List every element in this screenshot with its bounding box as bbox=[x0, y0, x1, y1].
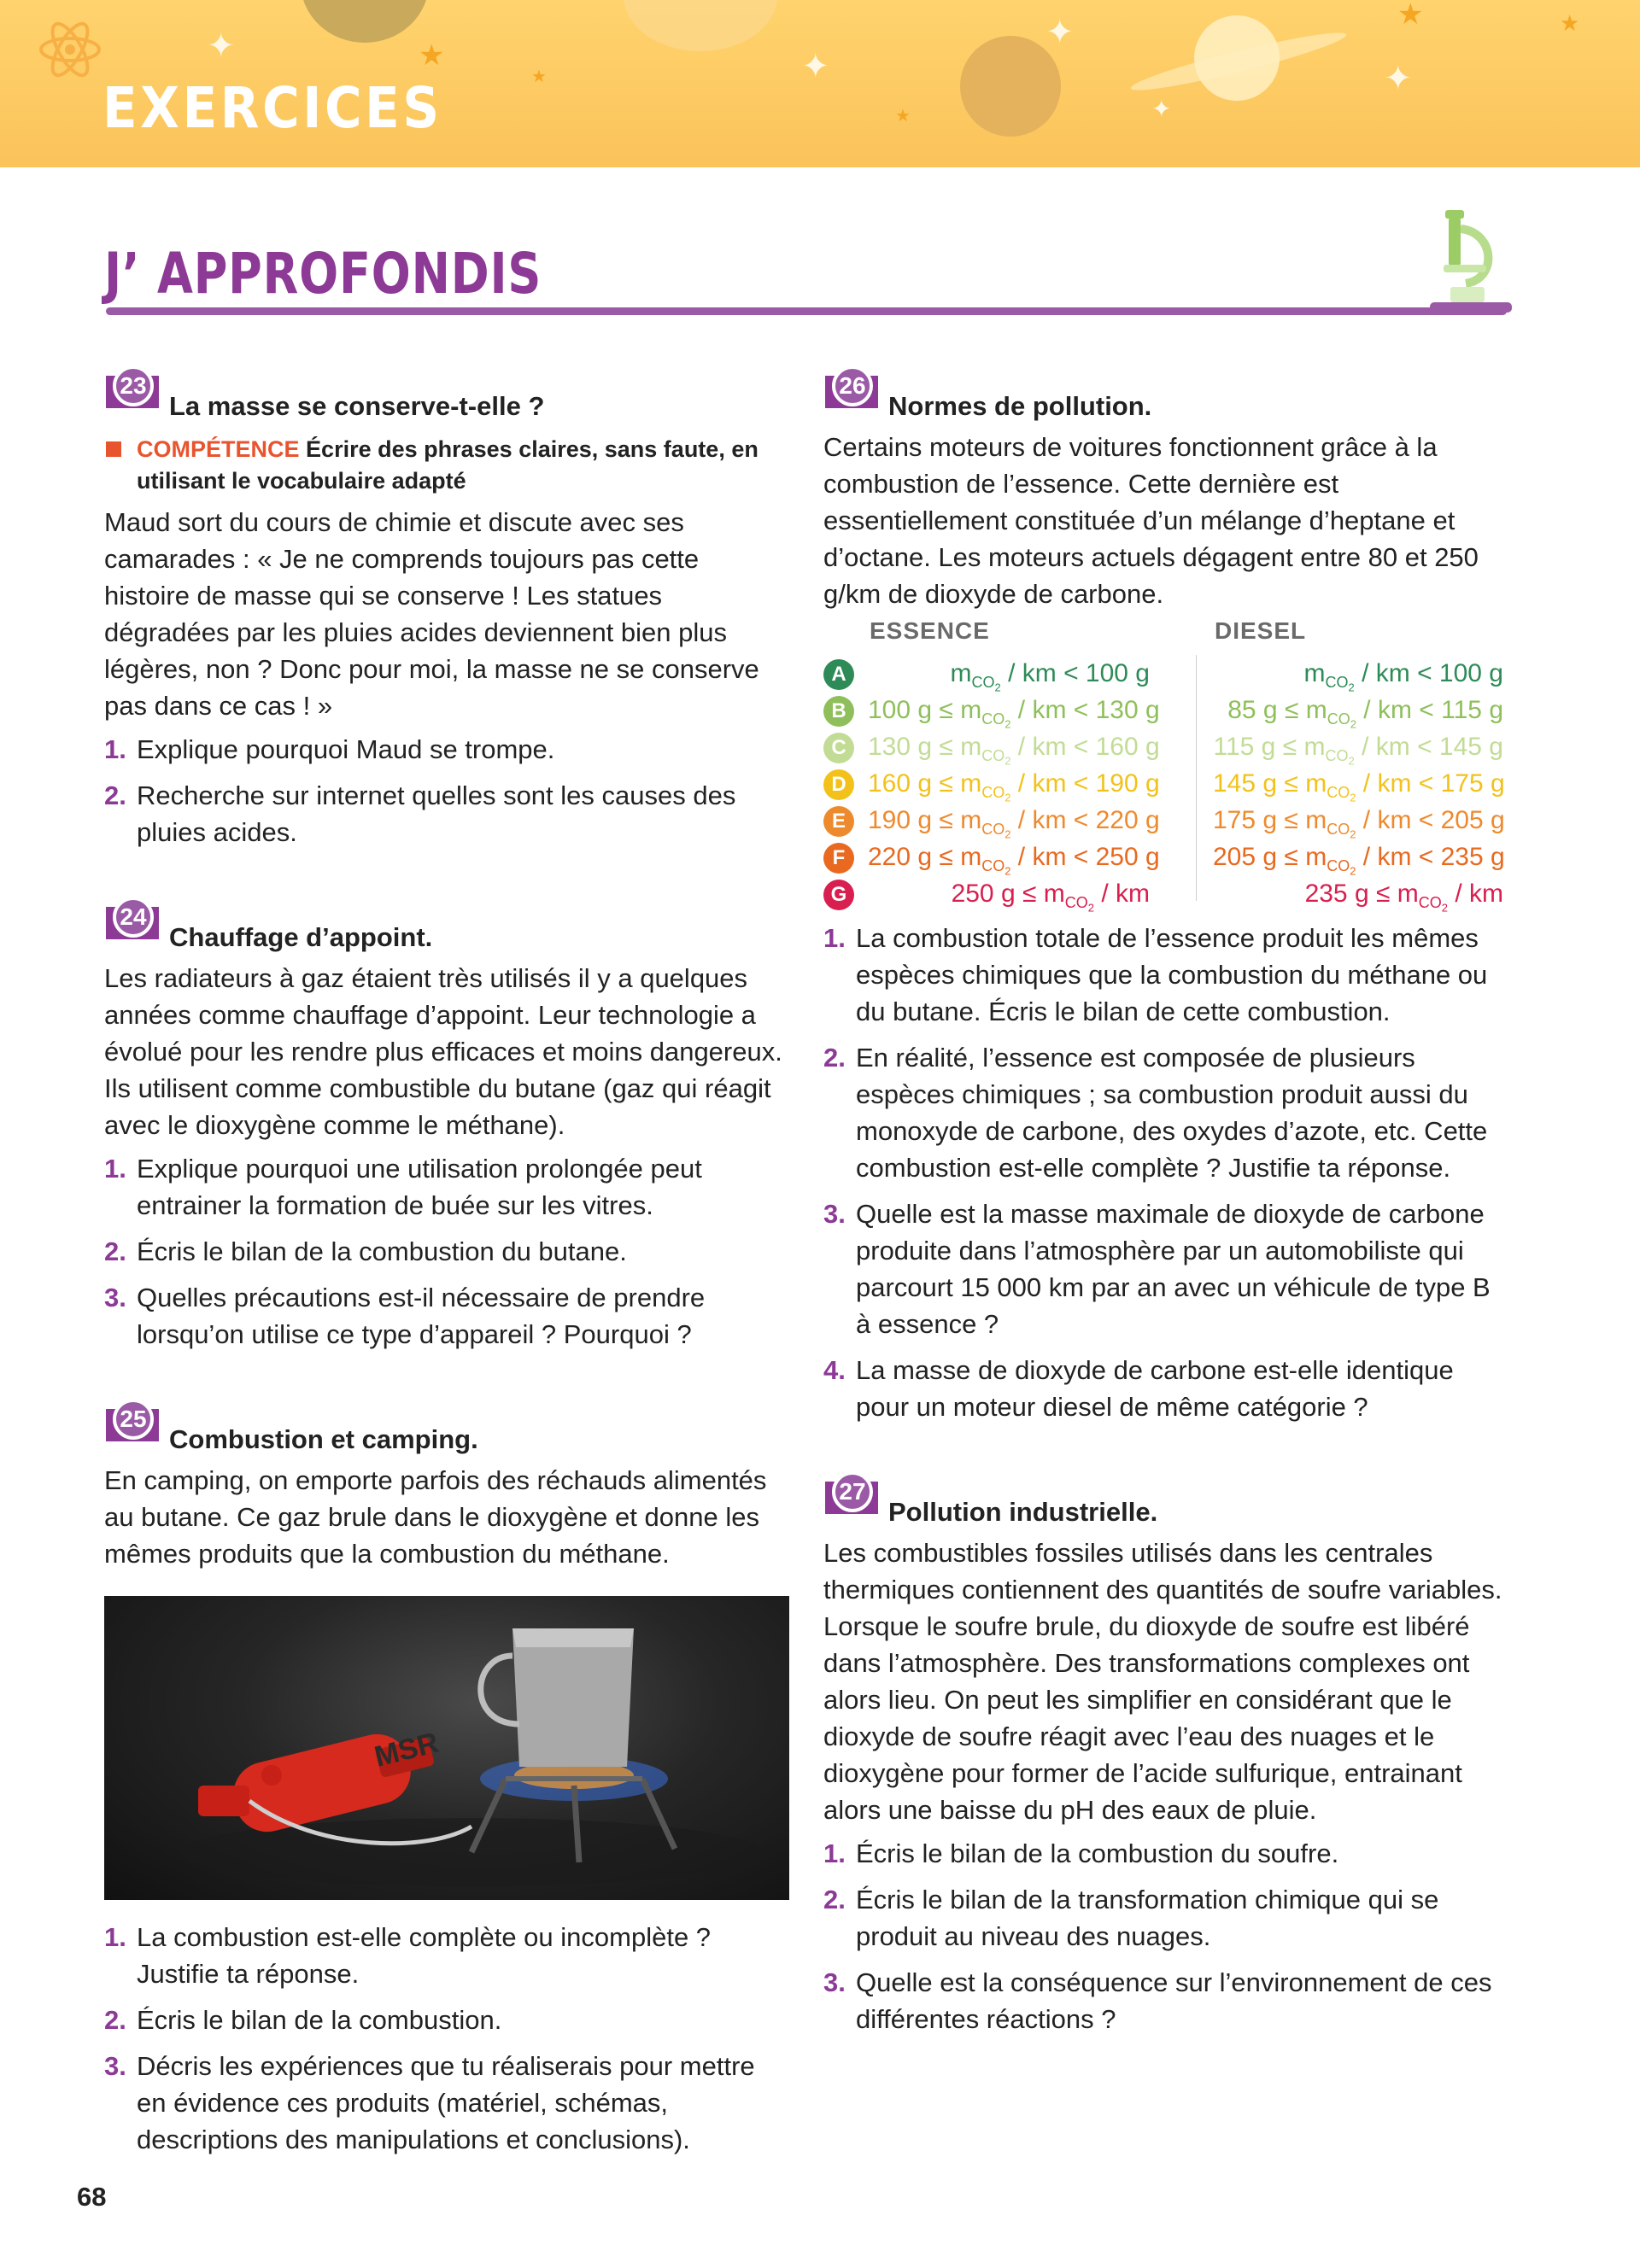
question-text: Écris le bilan de la combustion. bbox=[137, 2005, 502, 2035]
question-text: La combustion est-elle complète ou incomplète ? Justifie ta réponse. bbox=[137, 1922, 712, 1989]
question-number: 1. bbox=[823, 923, 846, 953]
exercise-number: 24 bbox=[113, 897, 154, 938]
sparkle-icon: ✦ bbox=[1384, 60, 1413, 97]
star-icon: ★ bbox=[1397, 0, 1424, 31]
essence-range: $m_{CO_2}$ / km < 100 g bbox=[950, 659, 1150, 694]
question-item bbox=[104, 1279, 788, 1353]
diesel-range: 205 $g \le m_{CO_2}$ / km < 235 g bbox=[1213, 843, 1505, 878]
question-number: 2. bbox=[104, 2005, 126, 2035]
exercise-number: 26 bbox=[832, 365, 873, 406]
diesel-range: 145 $g \le m_{CO_2}$ / km < 175 g bbox=[1213, 769, 1505, 804]
competence-block bbox=[104, 434, 788, 497]
question-item bbox=[104, 2048, 788, 2158]
emission-class-badge: C bbox=[823, 733, 854, 763]
question-number: 3. bbox=[823, 1199, 846, 1229]
question-item bbox=[104, 1919, 788, 1992]
table-header-diesel: DIESEL bbox=[1215, 617, 1307, 644]
question-text: Explique pourquoi Maud se trompe. bbox=[137, 734, 555, 764]
question-text: Écris le bilan de la combustion du soufre. bbox=[856, 1838, 1339, 1868]
exercise-title: Normes de pollution. bbox=[888, 391, 1152, 421]
question-text: Écris le bilan de la transformation chimique qui se produit au niveau des nuages. bbox=[856, 1885, 1439, 1951]
page-number: 68 bbox=[77, 2182, 107, 2212]
question-text: Quelle est la masse maximale de dioxyde de carbone produite dans l’atmosphère par un automobiliste qui parcourt 15 000 km par an avec un véhicule de type B à essence ? bbox=[856, 1199, 1491, 1339]
planet-icon bbox=[624, 0, 777, 51]
question-text: Décris les expériences que tu réaliserais pour mettre en évidence ces produits (matériel, schémas, descriptions des manipulations et conclusions). bbox=[137, 2051, 755, 2154]
question-number: 3. bbox=[823, 1967, 846, 1997]
star-icon: ★ bbox=[895, 107, 911, 126]
table-row bbox=[823, 765, 1507, 803]
exercise-number: 27 bbox=[832, 1471, 873, 1512]
star-icon: ★ bbox=[531, 67, 547, 86]
exercise-title: La masse se conserve-t-elle ? bbox=[169, 391, 545, 421]
question-item bbox=[823, 1964, 1507, 2037]
question-number: 2. bbox=[104, 1236, 126, 1266]
question-item bbox=[823, 1352, 1507, 1425]
question-number: 1. bbox=[104, 1154, 126, 1184]
exercise-title: Combustion et camping. bbox=[169, 1424, 478, 1454]
question-list bbox=[104, 731, 788, 850]
question-text: La combustion totale de l’essence produit les mêmes espèces chimiques que la combustion du méthane ou du butane. Écris le bilan de cette combustion. bbox=[856, 923, 1488, 1026]
question-item bbox=[823, 1039, 1507, 1186]
table-row bbox=[823, 692, 1507, 729]
question-text: Quelles précautions est-il nécessaire de prendre lorsqu’on utilise ce type d’appareil ? Pourquoi ? bbox=[137, 1283, 706, 1349]
exercise-25 bbox=[104, 1399, 788, 2158]
diesel-range: 85 $g \le m_{CO_2}$ / km < 115 g bbox=[1227, 696, 1503, 731]
question-list bbox=[823, 920, 1507, 1425]
emission-class-badge: E bbox=[823, 806, 854, 837]
header-banner bbox=[0, 0, 1640, 167]
table-row bbox=[823, 875, 1507, 913]
exercise-title: Pollution industrielle. bbox=[888, 1497, 1158, 1527]
question-number: 1. bbox=[104, 734, 126, 764]
sparkle-icon: ✦ bbox=[1046, 14, 1075, 51]
exercise-title: Chauffage d’appoint. bbox=[169, 922, 433, 952]
question-text: Recherche sur internet quelles sont les causes des pluies acides. bbox=[137, 780, 736, 847]
question-list bbox=[823, 1835, 1507, 2037]
section-title: J’ APPROFONDIS bbox=[104, 241, 542, 307]
question-text: Quelle est la conséquence sur l’environnement de ces différentes réactions ? bbox=[856, 1967, 1492, 2034]
competence-text: Écrire des phrases claires, sans faute, en utilisant le vocabulaire adapté bbox=[137, 436, 758, 494]
stove-illustration bbox=[104, 1596, 789, 1900]
left-column bbox=[104, 365, 788, 2204]
emission-class-badge: A bbox=[823, 659, 854, 690]
planet-icon bbox=[301, 0, 429, 43]
emission-class-badge: B bbox=[823, 696, 854, 727]
exercise-text: En camping, on emporte parfois des réchauds alimentés au butane. Ce gaz brule dans le dioxygène et donne les mêmes produits que la combustion du méthane. bbox=[104, 1465, 767, 1569]
camping-stove-photo bbox=[104, 1596, 789, 1900]
exercise-text: Maud sort du cours de chimie et discute avec ses camarades : « Je ne comprends toujours pas cette histoire de masse qui se conserve ! Les statues dégradées par les pluies acides deviennent bien plus légères, non ? Donc pour moi, la masse ne se conserve pas dans ce cas ! » bbox=[104, 507, 759, 721]
star-icon: ★ bbox=[419, 39, 445, 72]
atom-icon bbox=[36, 15, 104, 84]
essence-range: 160 $g \le m_{CO_2}$ / km < 190 g bbox=[868, 769, 1160, 804]
table-row bbox=[823, 728, 1507, 766]
table-row bbox=[823, 655, 1507, 693]
question-text: Explique pourquoi une utilisation prolongée peut entrainer la formation de buée sur les vitres. bbox=[137, 1154, 702, 1220]
question-item bbox=[823, 1835, 1507, 1872]
question-text: En réalité, l’essence est composée de plusieurs espèces chimiques ; sa combustion produit aussi du monoxyde de carbone, des oxydes d’azote, etc. Cette combustion est-elle complète ? Justifie ta réponse. bbox=[856, 1043, 1488, 1183]
essence-range: 250 $g \le m_{CO_2}$ / km bbox=[951, 880, 1150, 915]
table-header-essence: ESSENCE bbox=[870, 617, 990, 644]
emission-class-badge: G bbox=[823, 880, 854, 910]
competence-label: COMPÉTENCE bbox=[137, 436, 300, 462]
emission-class-badge: D bbox=[823, 769, 854, 800]
star-icon: ★ bbox=[1560, 10, 1580, 36]
exercise-26 bbox=[823, 365, 1507, 1425]
exercise-text: Les radiateurs à gaz étaient très utilisés il y a quelques années comme chauffage d’appoint. Leur technologie a évolué pour les rendre plus efficaces et moins dangereux. Ils utilisent comme combustible du butane (gaz qui réagit avec le dioxygène comme le méthane). bbox=[104, 963, 782, 1140]
table-row bbox=[823, 839, 1507, 876]
table-row bbox=[823, 802, 1507, 839]
exercise-number: 23 bbox=[113, 365, 154, 406]
emission-class-badge: F bbox=[823, 843, 854, 874]
question-item bbox=[104, 731, 788, 768]
exercise-27 bbox=[823, 1471, 1507, 2037]
question-item bbox=[823, 1881, 1507, 1955]
banner-title: EXERCICES bbox=[102, 75, 442, 141]
question-number: 3. bbox=[104, 2051, 126, 2081]
essence-range: 190 $g \le m_{CO_2}$ / km < 220 g bbox=[868, 806, 1160, 841]
exercise-text: Certains moteurs de voitures fonctionnent grâce à la combustion de l’essence. Cette dernière est essentiellement constituée d’un mélange d’heptane et d’octane. Les moteurs actuels dégagent entre 80 et 250 g/km de dioxyde de carbone. bbox=[823, 432, 1479, 609]
question-list bbox=[104, 1150, 788, 1353]
essence-range: 130 $g \le m_{CO_2}$ / km < 160 g bbox=[868, 733, 1160, 768]
question-number: 2. bbox=[823, 1885, 846, 1914]
question-number: 1. bbox=[823, 1838, 846, 1868]
diesel-range: 175 $g \le m_{CO_2}$ / km < 205 g bbox=[1213, 806, 1505, 841]
square-bullet-icon bbox=[106, 441, 121, 457]
sparkle-icon: ✦ bbox=[207, 27, 236, 65]
exercise-text: Les combustibles fossiles utilisés dans les centrales thermiques contiennent des quantités de soufre variables. Lorsque le soufre brule, du dioxyde de soufre est libéré dans l’atmosphère. Des transformations complexes ont alors lieu. On peut les simplifier en considérant que le dioxyde de soufre réagit avec l’eau des nuages et le dioxygène pour former de l’acide sulfurique, entrainant alors une baisse du pH des eaux de pluie. bbox=[823, 1538, 1502, 1825]
section-divider bbox=[106, 307, 1507, 315]
diesel-range: $m_{CO_2}$ / km < 100 g bbox=[1303, 659, 1503, 694]
question-text: Écris le bilan de la combustion du butane. bbox=[137, 1236, 627, 1266]
essence-range: 220 $g \le m_{CO_2}$ / km < 250 g bbox=[868, 843, 1160, 878]
exercise-23 bbox=[104, 365, 788, 850]
sparkle-icon: ✦ bbox=[1151, 96, 1172, 122]
diesel-range: 115 $g \le m_{CO_2}$ / km < 145 g bbox=[1213, 733, 1503, 768]
question-item bbox=[104, 777, 788, 850]
question-number: 3. bbox=[104, 1283, 126, 1312]
question-item bbox=[104, 2002, 788, 2038]
question-number: 2. bbox=[104, 780, 126, 810]
exercise-number: 25 bbox=[113, 1399, 154, 1440]
question-number: 2. bbox=[823, 1043, 846, 1073]
question-number: 1. bbox=[104, 1922, 126, 1952]
diesel-range: 235 $g \le m_{CO_2}$ / km bbox=[1304, 880, 1503, 915]
question-item bbox=[104, 1150, 788, 1224]
exercise-24 bbox=[104, 897, 788, 1353]
sparkle-icon: ✦ bbox=[801, 48, 830, 85]
right-column bbox=[823, 365, 1507, 2084]
question-item bbox=[823, 920, 1507, 1030]
question-list bbox=[104, 1919, 788, 2158]
question-number: 4. bbox=[823, 1355, 846, 1385]
essence-range: 100 $g \le m_{CO_2}$ / km < 130 g bbox=[868, 696, 1160, 731]
emission-class-table bbox=[823, 617, 1507, 915]
question-item bbox=[104, 1233, 788, 1270]
photo-brand-label: MSR bbox=[371, 1726, 442, 1774]
question-text: La masse de dioxyde de carbone est-elle identique pour un moteur diesel de même catégorie ? bbox=[856, 1355, 1454, 1422]
question-item bbox=[823, 1195, 1507, 1342]
microscope-icon bbox=[1428, 208, 1514, 318]
